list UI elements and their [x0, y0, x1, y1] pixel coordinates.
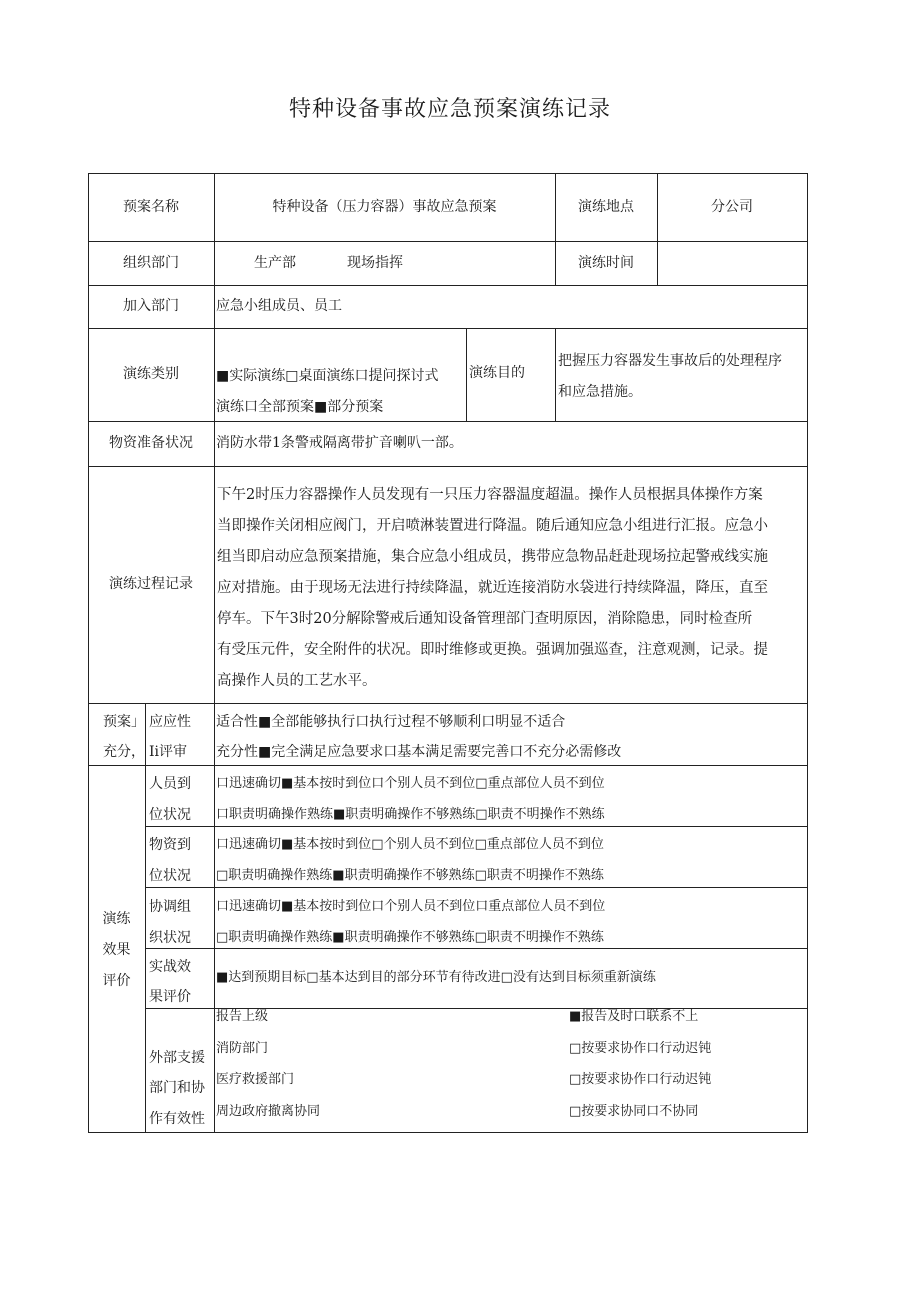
process-line: 高操作人员的工艺水平。 — [217, 673, 377, 689]
drill-type-line1: ■实际演练□桌面演练口提问探讨式 — [216, 368, 439, 384]
material-eval-line-a: 口迅速确切■基本按时到位□个别人员不到位□重点部位人员不到位 — [216, 837, 604, 852]
eval-row-label-1: 人员到 — [149, 776, 191, 792]
process-record-label: 演练过程记录 — [109, 576, 193, 592]
drill-purpose-label: 演练目的 — [469, 365, 525, 381]
org-dept-value: 生产部 — [254, 255, 296, 271]
plan-review-left-1: 预案」 — [103, 714, 145, 730]
process-line: 有受压元件，安全附件的状况。即时维修或更换。强调加强巡查，注意观测，记录。提 — [217, 642, 768, 658]
eval-row-label-2: 位状况 — [149, 868, 191, 884]
drill-purpose-line1: 把握压力容器发生事故后的处理程序 — [558, 353, 782, 369]
personnel-line-b: 口职责明确操作熟练■职责明确操作不够熟练□职责不明操作不熟练 — [216, 807, 605, 822]
drill-time-label: 演练时间 — [578, 255, 634, 271]
process-line: 下午2时压力容器操作人员发现有一只压力容器温度超温。操作人员根据具体操作方案 — [217, 487, 763, 503]
eval-side-3: 评价 — [102, 973, 131, 989]
ext-unit: 报告上级 — [216, 1009, 269, 1024]
record-table — [88, 173, 808, 1133]
eval-side-2: 效果 — [102, 942, 131, 958]
material-eval-line-b: □职责明确操作熟练■职责明确操作不够熟练□职责不明操作不熟练 — [216, 868, 604, 883]
process-line: 应对措施。由于现场无法进行持续降温，就近连接消防水袋进行持续降温，降压，直至 — [217, 580, 768, 596]
page-title: 特种设备事故应急预案演练记录 — [288, 97, 611, 122]
process-line: 组当即启动应急预案措施，集合应急小组成员，携带应急物品赶赴现场拉起警戒线实施 — [217, 549, 768, 565]
plan-name-value: 特种设备（压力容器）事故应急预案 — [272, 199, 497, 215]
eval-row-label-1: 实战效 — [149, 959, 191, 975]
coordination-line-a: 口迅速确切■基本按时到位口个别人员不到位口重点部位人员不到位 — [216, 899, 606, 914]
plan-review-left-2: 充分， — [103, 744, 145, 760]
material-value: 消防水带1条警戒隔离带扩音喇叭一部。 — [216, 435, 463, 451]
plan-review-mid-2: Ii评审 — [149, 744, 188, 760]
ext-unit: 消防部门 — [216, 1041, 269, 1056]
eval-side-1: 演练 — [102, 911, 131, 927]
plan-review-mid-1: 应应性 — [149, 714, 191, 730]
personnel-line-a: 口迅速确切■基本按时到位口个别人员不到位□重点部位人员不到位 — [216, 776, 605, 791]
eval-row-label-2: 织状况 — [149, 930, 191, 946]
material-label: 物资准备状况 — [109, 435, 193, 451]
drill-type-line2: 演练口全部预案■部分预案 — [216, 399, 384, 415]
process-line: 当即操作关闭相应阀门，开启喷淋装置进行降温。随后通知应急小组进行汇报。应急小 — [217, 518, 768, 534]
process-line: 停车。下午3时20分解除警戒后通知设备管理部门查明原因，消除隐患，同时检查所 — [217, 611, 753, 627]
eval-row-label-1: 物资到 — [149, 837, 191, 853]
ext-label-2: 部门和协 — [149, 1080, 205, 1096]
ext-label-1: 外部支援 — [149, 1050, 205, 1066]
coordination-line-b: □职责明确操作熟练■职责明确操作不够熟练□职责不明操作不熟练 — [216, 930, 604, 945]
eval-row-label-2: 果评价 — [149, 989, 191, 1005]
ext-label-3: 作有效性 — [149, 1111, 205, 1127]
drill-location-label: 演练地点 — [578, 199, 634, 215]
join-dept-label: 加入部门 — [123, 298, 179, 314]
drill-type-label: 演练类别 — [123, 366, 179, 382]
ext-unit: 周边政府撤离协同 — [216, 1104, 321, 1119]
eval-row-label-2: 位状况 — [149, 807, 191, 823]
eval-row-label-1: 协调组 — [149, 899, 191, 915]
suitability-line: 适合性■全部能够执行口执行过程不够顺利口明显不适合 — [216, 714, 566, 730]
ext-status: □按要求协作口行动迟钝 — [569, 1072, 712, 1087]
join-dept-value: 应急小组成员、员工 — [216, 298, 342, 314]
ext-status: □按要求协同口不协同 — [569, 1104, 699, 1119]
ext-unit: 医疗救援部门 — [216, 1072, 295, 1087]
plan-name-label: 预案名称 — [123, 199, 179, 215]
adequacy-line: 充分性■完全满足应急要求口基本满足需要完善口不充分必需修改 — [216, 744, 622, 760]
drill-location-value: 分公司 — [711, 199, 753, 215]
effect-line: ■达到预期目标□基本达到目的部分环节有待改进□没有达到目标须重新演练 — [216, 970, 656, 985]
org-dept-label: 组织部门 — [123, 255, 179, 271]
org-command-value: 现场指挥 — [347, 255, 403, 271]
ext-status: ■报告及时口联系不上 — [569, 1009, 699, 1024]
ext-status: □按要求协作口行动迟钝 — [569, 1041, 712, 1056]
drill-purpose-line2: 和应急措施。 — [558, 384, 642, 400]
